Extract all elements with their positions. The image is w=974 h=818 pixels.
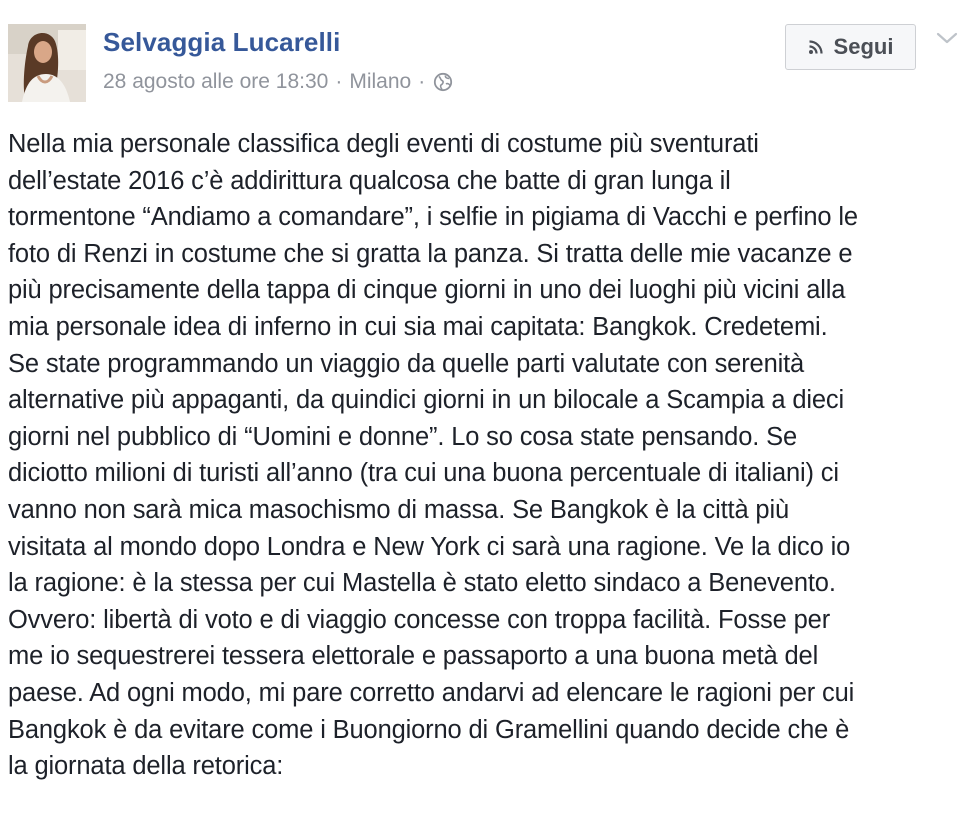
- chevron-down-icon[interactable]: [935, 30, 959, 46]
- globe-icon[interactable]: [433, 72, 453, 92]
- post-header: [0, 0, 974, 115]
- meta-separator: ·: [418, 70, 426, 93]
- follow-button-label: Segui: [833, 34, 894, 59]
- rss-icon: [808, 39, 824, 55]
- post-location[interactable]: Milano: [349, 70, 412, 93]
- post-meta: [103, 70, 453, 94]
- author-name-link[interactable]: Selvaggia Lucarelli: [103, 27, 341, 57]
- author-avatar[interactable]: [8, 24, 86, 102]
- post-body-text: Nella mia personale classifica degli eventi di costume più sventurati dell’estate 2016 c’è addirittura qualcosa che batte di gran lunga il tormentone “Andiamo a comandare”, i selfie in pigiama di Vacchi e perfino le foto di Renzi in costume che si gratta la panza. Si tratta delle mie vacanze e più precisamente della tappa di cinque giorni in uno dei luoghi più vicini alla mia personale idea di inferno in cui sia mai capitata: Bangkok. Credetemi. Se state programmando un viaggio da quelle parti valutate con serenità alternative più appaganti, da quindici giorni in un bilocale a Scampia a dieci giorni nel pubblico di “Uomini e donne”. Lo so cosa state pensando. Se diciotto milioni di turisti all’anno (tra cui una buona percentuale di italiani) ci vanno non sarà mica masochismo di massa. Se Bangkok è la città più visitata al mondo dopo Londra e New York ci sarà una ragione. Ve la dico io la ragione: è la stessa per cui Mastella è stato eletto sindaco a Benevento. Ovvero: libertà di voto e di viaggio concesse con troppa facilità. Fosse per me io sequestrerei tessera elettorale e passaporto a una buona metà del paese. Ad ogni modo, mi pare corretto andarvi ad elencare le ragioni per cui Bangkok è da evitare come i Buongiorno di Gramellini quando decide che è la giornata della retorica:: [8, 130, 858, 781]
- follow-button[interactable]: [785, 24, 916, 70]
- meta-separator: ·: [335, 70, 343, 93]
- post-timestamp[interactable]: 28 agosto alle ore 18:30: [103, 70, 329, 93]
